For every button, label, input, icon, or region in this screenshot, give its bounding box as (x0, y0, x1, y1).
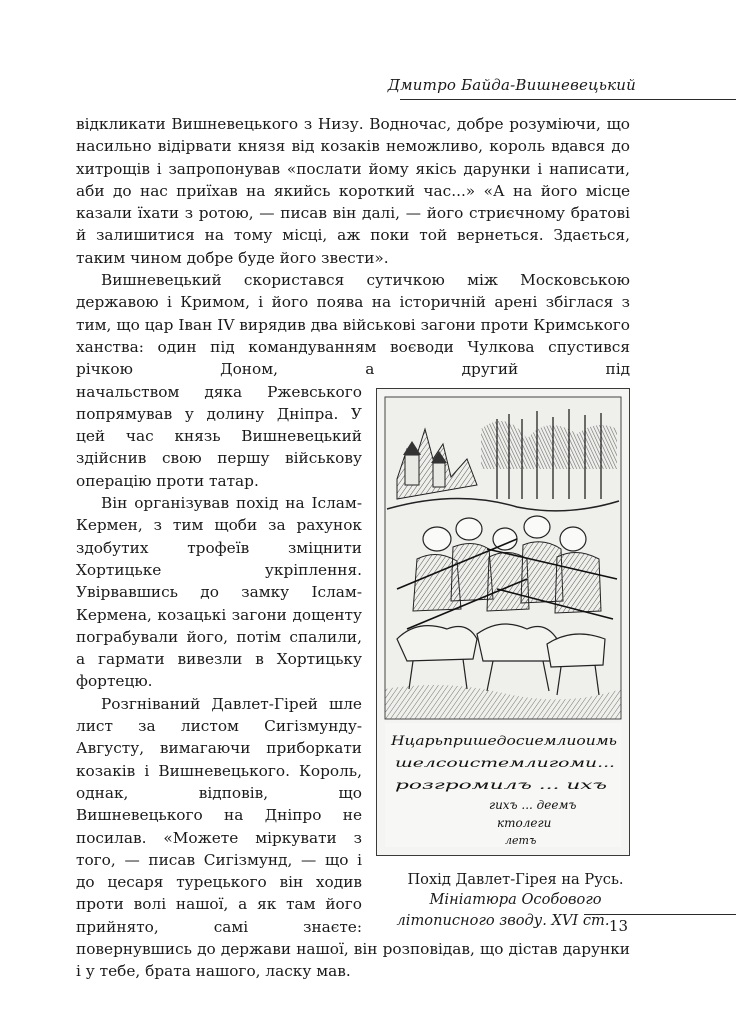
header-rule (400, 99, 736, 100)
paragraph-text: Він організував похід на Іслам-Кермен, з тим щоби за рахунок здобутих трофеїв зміцнити Хортицьке укріплення. Увірвавшись до замку Іслам-Кермена, козацькі загони дощенту пограбували його, потім спалили, а гармати вивезли в Хортицьку фортецю. (76, 494, 362, 691)
inscription-line: розгромилъ ... ихъ (395, 777, 607, 792)
miniature-illustration (376, 388, 630, 856)
inscription-line: шелсоистемлигоми... (395, 755, 615, 770)
paragraph-text: Вишневецький скористався сутичкою між Московською державою і Кримом, і його поява на історичній арені збіглася з тим, що цар Іван IV вирядив два військові загони проти Кримського ханства: один під командуванням воєводи Чулкова спустився річкою Доном, а другий під началь (76, 271, 630, 401)
figure-caption (376, 870, 630, 932)
paragraph-text: Розгніваний Давлет-Гірей шле лист за листом Сигізмунду-Августу, вимагаючи приборкати козаків і Вишневецького. Король, однак, відповів, що Вишневецького на Дніпро не посилав. «Можете міркувати з того, — писав Сигізмунд, — що і до цесаря турецького він ходив проти волі нашої, а як там його прийнято, самі знаєте: повернувшись до держави нашої, він розповідав, що дістав дарунки і у тебе, брата нашого, ласку мав. (76, 694, 630, 981)
paragraph: відкликати Вишневецького з Низу. Водночас, добре розуміючи, що насильно відірвати князя від козаків неможливо, король вдався до хитрощів і запропонував «послати йому якісь дарунки і написати, аби до нас приїхав на якийсь короткий час...» «А на його місце казали їхати з ротою, — писав він далі, — його стриєчному братові й залишитися на тому місці, аж поки той вернеться. Здається, таким чином добре буде його звести». (76, 115, 630, 267)
footer-rule (584, 914, 736, 915)
paragraph-text: ством дяка Ржевського попрямував у долину Дніпра. У цей час князь Вишневецький здійснив свою першу військову операцію проти татар. (76, 382, 362, 490)
main-text (76, 113, 630, 983)
running-head: Дмитро Байда-Вишневецький (387, 76, 636, 94)
inscription-line: ктолеги (497, 815, 552, 830)
page-number: 13 (608, 917, 628, 935)
caption-source: Мініатюра Особового літописного зводу. XVI ст. (396, 891, 610, 929)
caption-title: Похід Давлет-Гірея на Русь. (407, 870, 624, 888)
inscription-line: Нцарьпришедосиемлиоимь (389, 733, 617, 749)
inscription-line: летъ (505, 833, 537, 847)
inscription-line: гихъ ... деемъ (489, 797, 577, 812)
miniature-image (377, 389, 629, 855)
miniature-figure (376, 388, 630, 932)
